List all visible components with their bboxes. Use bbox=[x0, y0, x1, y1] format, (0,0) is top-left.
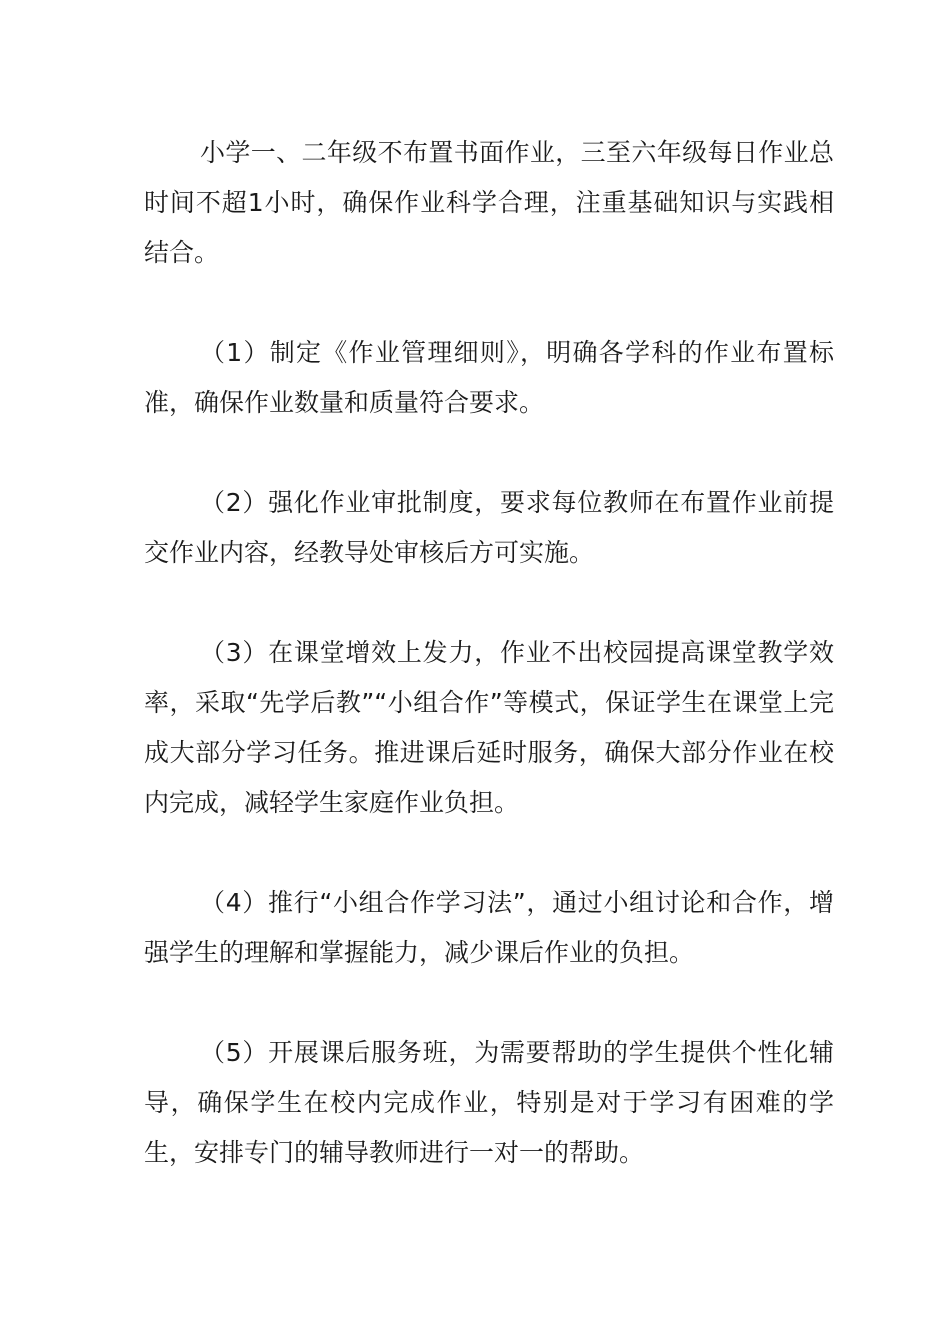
paragraph-intro: 小学一、二年级不布置书面作业，三至六年级每日作业总时间不超1小时，确保作业科学合理，注重基础知识与实践相结合。 bbox=[144, 138, 834, 267]
paragraph-item-1: （1）制定《作业管理细则》，明确各学科的作业布置标准，确保作业数量和质量符合要求。 bbox=[144, 338, 834, 417]
paragraph-item-3: （3）在课堂增效上发力，作业不出校园提高课堂教学效率，采取“先学后教”“小组合作”等模式，保证学生在课堂上完成大部分学习任务。推进课后延时服务，确保大部分作业在校内完成，减轻学生家庭作业负担。 bbox=[144, 638, 834, 817]
paragraph-item-5: （5）开展课后服务班，为需要帮助的学生提供个性化辅导，确保学生在校内完成作业，特别是对于学习有困难的学生，安排专门的辅导教师进行一对一的帮助。 bbox=[144, 1038, 834, 1167]
document-body bbox=[144, 128, 834, 1228]
paragraph-item-4: （4）推行“小组合作学习法”，通过小组讨论和合作，增强学生的理解和掌握能力，减少课后作业的负担。 bbox=[144, 888, 834, 967]
paragraph-item-2: （2）强化作业审批制度，要求每位教师在布置作业前提交作业内容，经教导处审核后方可实施。 bbox=[144, 488, 834, 567]
